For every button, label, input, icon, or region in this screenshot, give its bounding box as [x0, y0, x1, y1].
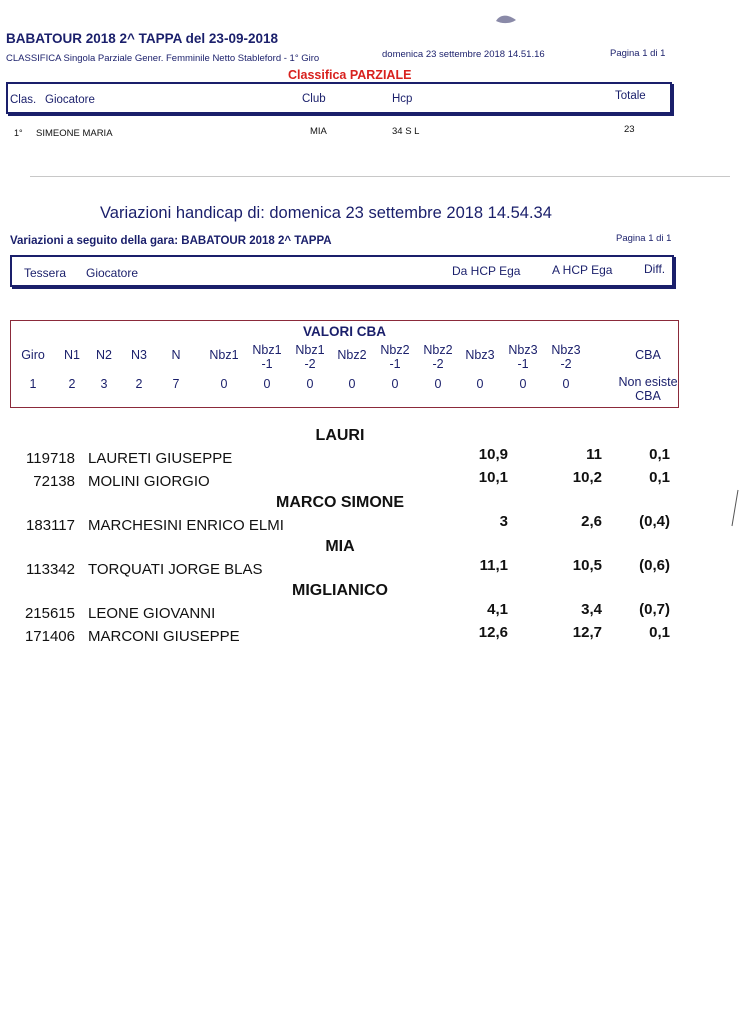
row-tessera: 113342 — [26, 561, 75, 578]
cba-value-line: 0 — [348, 377, 356, 391]
row-hcp: 34 S L — [392, 126, 420, 137]
cba-header-line: Nbz3 — [465, 348, 495, 362]
cba-value-line: 0 — [519, 377, 527, 391]
cba-col-value — [614, 375, 682, 403]
cba-header-line: Nbz1 — [252, 343, 282, 357]
cba-header-line: -1 — [517, 357, 529, 371]
row-diff: 0,1 — [649, 446, 670, 463]
cba-value-line: Non esiste — [618, 375, 678, 389]
row-da-hcp: 12,6 — [478, 624, 508, 641]
cba-header-line: N2 — [96, 348, 112, 362]
club-heading: MIA — [325, 538, 355, 555]
cba-header-line: Giro — [21, 348, 45, 362]
row-player: MARCONI GIUSEPPE — [88, 628, 240, 645]
cba-value-line: 3 — [100, 377, 108, 391]
col-a-hcp: A HCP Ega — [552, 263, 613, 277]
row-player: LAURETI GIUSEPPE — [88, 450, 233, 467]
cba-col-header — [622, 348, 674, 362]
row-diff: (0,7) — [639, 601, 670, 618]
page-separator — [30, 176, 730, 177]
row-a-hcp: 12,7 — [572, 624, 602, 641]
variations-title: Variazioni handicap di: domenica 23 settembre 2018 14.54.34 — [100, 204, 552, 222]
row-a-hcp: 2,6 — [581, 513, 602, 530]
row-da-hcp: 10,1 — [478, 469, 508, 486]
row-tessera: 119718 — [26, 450, 75, 467]
report-subtitle: CLASSIFICA Singola Parziale Gener. Femminile Netto Stableford - 1° Giro — [6, 53, 320, 64]
row-tessera: 183117 — [26, 517, 75, 534]
row-a-hcp: 3,4 — [581, 601, 602, 618]
cba-value-line: 1 — [29, 377, 37, 391]
cba-col-value — [532, 377, 600, 391]
col-giocatore: Giocatore — [86, 266, 139, 280]
cba-value-line: 2 — [68, 377, 76, 391]
row-a-hcp: 10,2 — [572, 469, 602, 486]
cba-header-line: -2 — [304, 357, 316, 371]
variations-subtitle: Variazioni a seguito della gara: BABATOUR 2018 2^ TAPPA — [10, 235, 332, 247]
cba-header-line: -2 — [432, 357, 444, 371]
cba-value-line: 0 — [220, 377, 228, 391]
col-diff: Diff. — [644, 262, 666, 276]
cba-value-line: CBA — [635, 389, 661, 403]
club-heading: LAURI — [315, 427, 365, 444]
row-player: LEONE GIOVANNI — [88, 605, 216, 622]
report-title: BABATOUR 2018 2^ TAPPA del 23-09-2018 — [6, 31, 278, 46]
col-hcp: Hcp — [392, 93, 413, 105]
cba-value-line: 0 — [562, 377, 570, 391]
col-clas: Clas. — [10, 94, 37, 106]
row-diff: 0,1 — [649, 624, 670, 641]
scan-smudge-icon — [494, 12, 518, 26]
cba-header-line: Nbz3 — [551, 343, 581, 357]
cba-header-line: -1 — [261, 357, 273, 371]
cba-header-line: N3 — [131, 348, 147, 362]
cba-col-header — [150, 348, 202, 362]
table-header — [6, 82, 672, 114]
variations-header — [10, 255, 674, 287]
cba-header-line: -1 — [389, 357, 401, 371]
report-date: domenica 23 settembre 2018 14.51.16 — [382, 49, 545, 60]
cba-header-line: Nbz1 — [209, 348, 239, 362]
cba-value-line: 0 — [476, 377, 484, 391]
club-heading: MARCO SIMONE — [276, 494, 404, 511]
row-da-hcp: 3 — [499, 513, 508, 530]
cba-header-line: Nbz2 — [380, 343, 410, 357]
cba-value-line: 2 — [135, 377, 143, 391]
row-total: 23 — [624, 124, 635, 135]
row-tessera: 215615 — [24, 605, 75, 622]
col-giocatore: Giocatore — [45, 94, 95, 106]
row-club: MIA — [310, 126, 327, 137]
row-player: TORQUATI JORGE BLAS — [88, 561, 263, 578]
col-club: Club — [302, 93, 326, 105]
cba-value-line: 0 — [391, 377, 399, 391]
club-heading: MIGLIANICO — [292, 582, 388, 599]
cba-header-line: Nbz2 — [337, 348, 367, 362]
col-totale: Totale — [615, 90, 646, 102]
row-a-hcp: 10,5 — [572, 557, 602, 574]
row-tessera: 171406 — [24, 628, 75, 645]
row-da-hcp: 4,1 — [487, 601, 508, 618]
cba-header-line: Nbz1 — [295, 343, 325, 357]
row-position: 1° — [14, 128, 23, 138]
row-diff: (0,6) — [639, 557, 670, 574]
col-tessera: Tessera — [24, 266, 67, 280]
row-da-hcp: 10,9 — [478, 446, 508, 463]
col-da-hcp: Da HCP Ega — [452, 264, 521, 278]
row-player: MARCHESINI ENRICO ELMI — [88, 517, 284, 534]
cba-value-line: 0 — [263, 377, 271, 391]
cba-header-line: N1 — [64, 348, 80, 362]
row-da-hcp: 11,1 — [479, 557, 508, 574]
cba-value-line: 0 — [434, 377, 442, 391]
row-diff: 0,1 — [649, 469, 670, 486]
cba-header-line: CBA — [635, 348, 661, 362]
cba-header-line: N — [171, 348, 181, 362]
row-player: SIMEONE MARIA — [36, 128, 113, 139]
row-diff: (0,4) — [639, 513, 670, 530]
cba-values-box — [10, 320, 679, 408]
page-number: Pagina 1 di 1 — [610, 48, 666, 59]
cba-value-line: 0 — [306, 377, 314, 391]
row-a-hcp: 11 — [586, 446, 602, 463]
cba-header-line: Nbz3 — [508, 343, 538, 357]
cba-header-line: Nbz2 — [423, 343, 453, 357]
section-heading: Classifica PARZIALE — [288, 68, 412, 82]
cba-value-line: 7 — [172, 377, 180, 391]
cba-col-header — [540, 343, 592, 371]
cba-header-line: -2 — [560, 357, 572, 371]
cba-title: VALORI CBA — [303, 324, 386, 339]
row-tessera: 72138 — [33, 473, 75, 490]
scan-edge-mark-icon — [730, 488, 740, 528]
row-player: MOLINI GIORGIO — [88, 473, 210, 490]
page-number-2: Pagina 1 di 1 — [616, 233, 672, 244]
